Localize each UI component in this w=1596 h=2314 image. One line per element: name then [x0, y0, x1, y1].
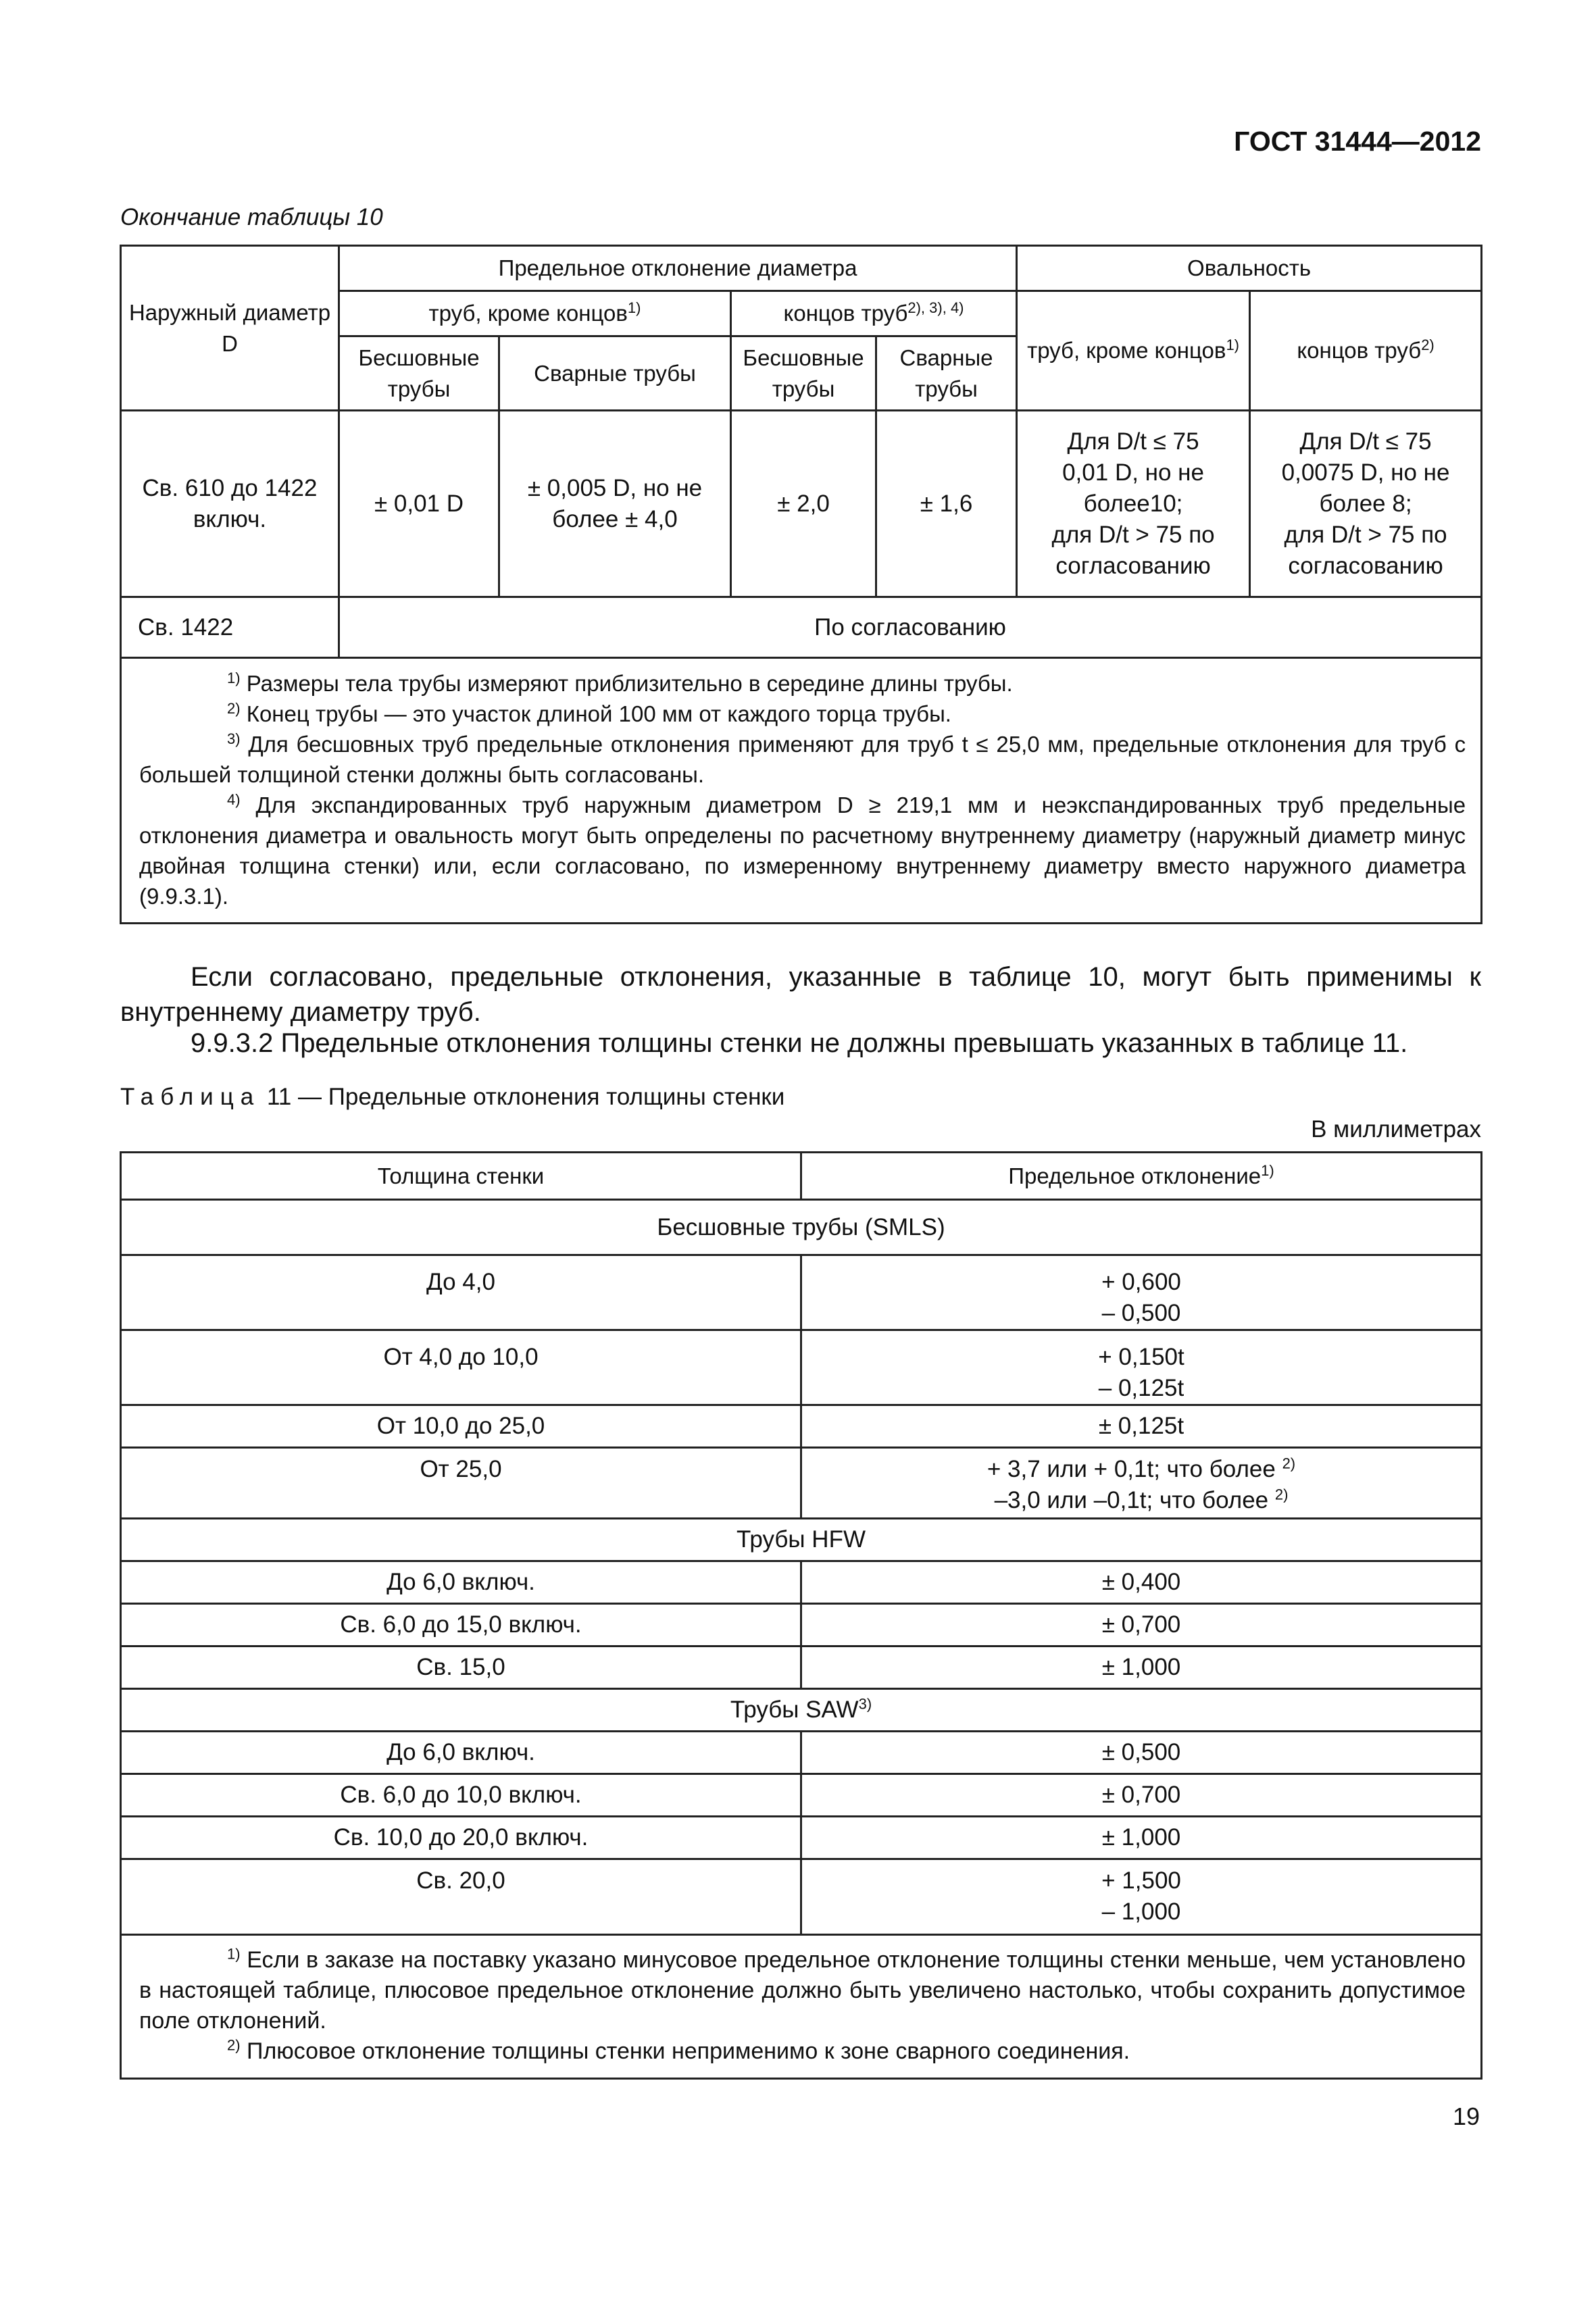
header-welded: Сварные трубы [876, 336, 1017, 411]
cell-deviation: ± 1,000 [801, 1646, 1482, 1689]
table-row [121, 1255, 1482, 1330]
cell-thickness: Св. 20,0 [121, 1859, 801, 1935]
footnote: $^{2)}$ Конец трубы — это участок длиной 100 мм от каждого торца трубы. [227, 700, 951, 726]
cell-thickness: Св. 10,0 до 20,0 включ. [121, 1817, 801, 1859]
cell-ovality-ends: Для D/t ≤ 75 0,0075 D, но не более 8; для D/t > 75 по согласованию [1250, 411, 1482, 597]
cell-range: Св. 610 до 1422 включ. [121, 411, 339, 597]
cell-thickness: До 4,0 [121, 1255, 801, 1330]
header-body: труб, кроме концов$^{1)}$ [339, 291, 731, 336]
table-row [121, 1646, 1482, 1689]
footnote: $^{1)}$ Размеры тела трубы измеряют приблизительно в середине длины трубы. [227, 670, 1013, 696]
header-outer-diameter: Наружный диаметр D [121, 246, 339, 411]
header-ovality: Овальность [1017, 246, 1482, 291]
table-11 [120, 1151, 1482, 2080]
header-diameter-deviation: Предельное отклонение диаметра [339, 246, 1017, 291]
paragraph-9-9-3-2: 9.9.3.2 Предельные отклонения толщины стенки не должны превышать указанных в таблице 11. [191, 1028, 1408, 1058]
header-seamless: Бесшовные трубы [731, 336, 876, 411]
table-row [121, 1817, 1482, 1859]
cell-thickness: До 6,0 включ. [121, 1732, 801, 1774]
page-number: 19 [1452, 2103, 1480, 2130]
table-row [121, 1732, 1482, 1774]
header-seamless: Бесшовные трубы [339, 336, 499, 411]
table-row [121, 411, 1482, 597]
table-row [121, 1330, 1482, 1405]
table-row [121, 1561, 1482, 1604]
cell-value: ± 2,0 [731, 411, 876, 597]
units-note: В миллиметрах [1311, 1116, 1481, 1142]
cell-deviation: ± 0,700 [801, 1774, 1482, 1817]
cell-range: Св. 1422 [121, 597, 339, 658]
header-deviation: Предельное отклонение$^{1)}$ [801, 1153, 1482, 1200]
cell-ovality-body: Для D/t ≤ 75 0,01 D, но не более10; для D/t > 75 по согласованию [1017, 411, 1250, 597]
footnote: $^{3)}$ Для бесшовных труб предельные отклонения применяют для труб t ≤ 25,0 мм, предельные отклонения для труб с большей толщиной стенки должны быть согласованы. [139, 730, 1466, 787]
footnote: $^{2)}$ Плюсовое отклонение толщины стенки неприменимо к зоне сварного соединения. [227, 2036, 1130, 2064]
cell-deviation: ± 0,500 [801, 1732, 1482, 1774]
table-row [121, 1774, 1482, 1817]
header-ovality-body: труб, кроме концов$^{1)}$ [1017, 291, 1250, 411]
table-row [121, 1604, 1482, 1646]
table-row [121, 1448, 1482, 1519]
paragraph: Если согласовано, предельные отклонения, указанные в таблице 10, могут быть применимы к внутреннему диаметру труб. [120, 962, 1481, 1027]
cell-deviation: + 3,7 или + 0,1t; что более $^{2)}$ –3,0 или –0,1t; что более $^{2)}$ [801, 1448, 1482, 1519]
table11-caption: Таблица 11 — Предельные отклонения толщины стенки [120, 1084, 785, 1110]
table-row [121, 597, 1482, 658]
section-hfw: Трубы HFW [121, 1519, 1482, 1561]
document-code: ГОСТ 31444—2012 [1234, 126, 1481, 157]
table-10 [120, 245, 1482, 924]
section-smls: Бесшовные трубы (SMLS) [121, 1200, 1482, 1255]
header-ovality-ends: концов труб$^{2)}$ [1250, 291, 1482, 411]
cell-thickness: От 10,0 до 25,0 [121, 1405, 801, 1448]
cell-thickness: Св. 15,0 [121, 1646, 801, 1689]
cell-value: ± 0,005 D, но не более ± 4,0 [499, 411, 731, 597]
header-ends: концов труб$^{2), 3), 4)}$ [731, 291, 1017, 336]
cell-thickness: Св. 6,0 до 15,0 включ. [121, 1604, 801, 1646]
table10-caption: Окончание таблицы 10 [120, 204, 383, 230]
table10-footnotes [121, 658, 1482, 924]
header-welded: Сварные трубы [499, 336, 731, 411]
cell-deviation: ± 1,000 [801, 1817, 1482, 1859]
cell-deviation: + 0,150t – 0,125t [801, 1330, 1482, 1405]
cell-deviation: ± 0,125t [801, 1405, 1482, 1448]
section-saw: Трубы SAW$^{3)}$ [121, 1689, 1482, 1732]
cell-thickness: Св. 6,0 до 10,0 включ. [121, 1774, 801, 1817]
header-thickness: Толщина стенки [121, 1153, 801, 1200]
cell-deviation: + 0,600 – 0,500 [801, 1255, 1482, 1330]
footnote: $^{4)}$ Для экспандированных труб наружным диаметром D ≥ 219,1 мм и неэкспандированных труб предельные отклонения диаметра и овальность могут быть определены по расчетному внутреннему диаметру (наружный диаметр минус двойная толщина стенки) или, если согласовано, по измеренному внутреннему диаметру вместо наружного диаметра (9.9.3.1). [139, 791, 1466, 909]
cell-value: По согласованию [339, 597, 1482, 658]
cell-deviation: ± 0,400 [801, 1561, 1482, 1604]
table-row [121, 1405, 1482, 1448]
cell-thickness: До 6,0 включ. [121, 1561, 801, 1604]
cell-deviation: + 1,500 – 1,000 [801, 1859, 1482, 1935]
cell-value: ± 0,01 D [339, 411, 499, 597]
cell-thickness: От 4,0 до 10,0 [121, 1330, 801, 1405]
cell-deviation: ± 0,700 [801, 1604, 1482, 1646]
cell-thickness: От 25,0 [121, 1448, 801, 1519]
table-row [121, 1859, 1482, 1935]
cell-value: ± 1,6 [876, 411, 1017, 597]
table11-footnotes [121, 1935, 1482, 2079]
footnote: $^{1)}$ Если в заказе на поставку указано минусовое предельное отклонение толщины стенки меньше, чем установлено в настоящей таблице, плюсовое предельное отклонение должно быть увеличено настолько, чтобы сохранить допустимое поле отклонений. [139, 1945, 1466, 2034]
